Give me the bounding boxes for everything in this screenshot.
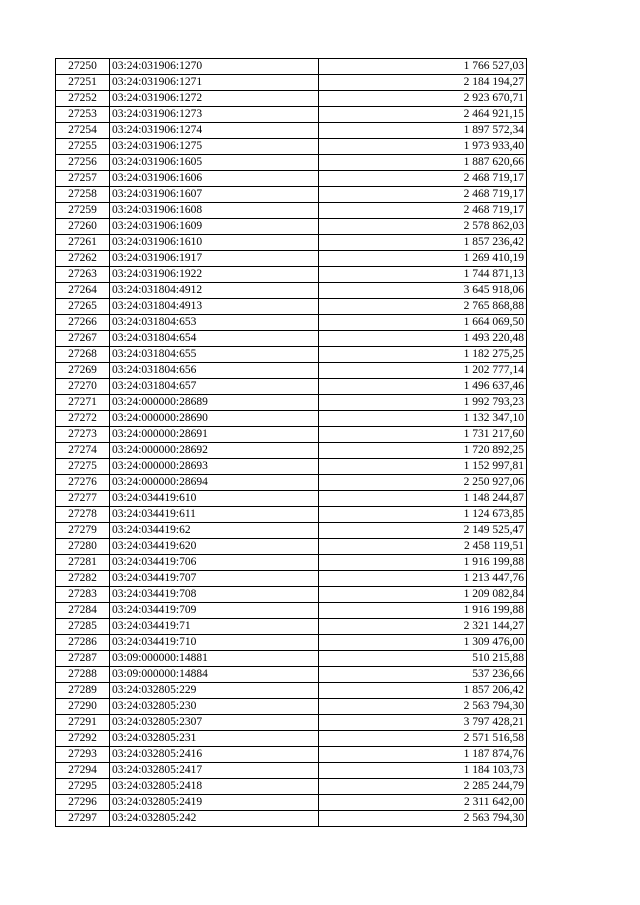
table-row (56, 555, 527, 571)
cadastral-number-cell: 03:24:031906:1272 (110, 91, 319, 107)
cadastral-value-cell: 1 731 217,60 (319, 427, 527, 443)
row-number-cell: 27265 (56, 299, 110, 315)
cadastral-value-cell: 1 269 410,19 (319, 251, 527, 267)
row-number-cell: 27277 (56, 491, 110, 507)
cadastral-value-cell: 1 184 103,73 (319, 763, 527, 779)
cadastral-number-cell: 03:24:031906:1270 (110, 59, 319, 75)
cadastral-number-cell: 03:24:032805:2419 (110, 795, 319, 811)
table-row (56, 283, 527, 299)
table-row (56, 475, 527, 491)
row-number-cell: 27259 (56, 203, 110, 219)
cadastral-number-cell: 03:24:032805:2307 (110, 715, 319, 731)
cadastral-value-cell: 2 464 921,15 (319, 107, 527, 123)
cadastral-number-cell: 03:24:031804:655 (110, 347, 319, 363)
table-row (56, 507, 527, 523)
cadastral-value-cell: 3 797 428,21 (319, 715, 527, 731)
cadastral-value-cell: 2 563 794,30 (319, 699, 527, 715)
cadastral-value-cell: 2 321 144,27 (319, 619, 527, 635)
cadastral-number-cell: 03:24:031906:1274 (110, 123, 319, 139)
cadastral-number-cell: 03:24:031906:1275 (110, 139, 319, 155)
cadastral-value-cell: 1 493 220,48 (319, 331, 527, 347)
cadastral-number-cell: 03:24:031906:1922 (110, 267, 319, 283)
row-number-cell: 27256 (56, 155, 110, 171)
cadastral-value-cell: 2 468 719,17 (319, 203, 527, 219)
table-row (56, 171, 527, 187)
table-row (56, 811, 527, 827)
row-number-cell: 27252 (56, 91, 110, 107)
cadastral-number-cell: 03:24:034419:620 (110, 539, 319, 555)
table-row (56, 363, 527, 379)
row-number-cell: 27293 (56, 747, 110, 763)
cadastral-value-cell: 2 571 516,58 (319, 731, 527, 747)
row-number-cell: 27266 (56, 315, 110, 331)
table-row (56, 443, 527, 459)
table-row (56, 779, 527, 795)
row-number-cell: 27280 (56, 539, 110, 555)
row-number-cell: 27251 (56, 75, 110, 91)
cadastral-value-cell: 2 184 194,27 (319, 75, 527, 91)
cadastral-value-cell: 3 645 918,06 (319, 283, 527, 299)
cadastral-number-cell: 03:24:034419:706 (110, 555, 319, 571)
row-number-cell: 27292 (56, 731, 110, 747)
table-row (56, 459, 527, 475)
row-number-cell: 27257 (56, 171, 110, 187)
row-number-cell: 27289 (56, 683, 110, 699)
cadastral-number-cell: 03:24:000000:28692 (110, 443, 319, 459)
table-row (56, 267, 527, 283)
row-number-cell: 27279 (56, 523, 110, 539)
row-number-cell: 27285 (56, 619, 110, 635)
cadastral-value-cell: 2 285 244,79 (319, 779, 527, 795)
table-row (56, 731, 527, 747)
table-row (56, 619, 527, 635)
cadastral-number-cell: 03:24:034419:710 (110, 635, 319, 651)
row-number-cell: 27282 (56, 571, 110, 587)
row-number-cell: 27270 (56, 379, 110, 395)
row-number-cell: 27287 (56, 651, 110, 667)
cadastral-number-cell: 03:24:031906:1609 (110, 219, 319, 235)
cadastral-value-cell: 1 766 527,03 (319, 59, 527, 75)
table-row (56, 315, 527, 331)
row-number-cell: 27288 (56, 667, 110, 683)
row-number-cell: 27278 (56, 507, 110, 523)
cadastral-number-cell: 03:24:034419:62 (110, 523, 319, 539)
cadastral-number-cell: 03:24:034419:611 (110, 507, 319, 523)
table-row (56, 203, 527, 219)
row-number-cell: 27260 (56, 219, 110, 235)
table-row (56, 571, 527, 587)
cadastral-value-cell: 1 124 673,85 (319, 507, 527, 523)
cadastral-number-cell: 03:24:032805:230 (110, 699, 319, 715)
row-number-cell: 27296 (56, 795, 110, 811)
cadastral-number-cell: 03:24:032805:231 (110, 731, 319, 747)
table-row (56, 347, 527, 363)
cadastral-number-cell: 03:24:031804:654 (110, 331, 319, 347)
row-number-cell: 27294 (56, 763, 110, 779)
table-row (56, 651, 527, 667)
table-row (56, 539, 527, 555)
row-number-cell: 27268 (56, 347, 110, 363)
row-number-cell: 27263 (56, 267, 110, 283)
cadastral-value-cell: 1 857 206,42 (319, 683, 527, 699)
cadastral-number-cell: 03:24:000000:28690 (110, 411, 319, 427)
table-row (56, 59, 527, 75)
cadastral-number-cell: 03:24:031906:1608 (110, 203, 319, 219)
row-number-cell: 27261 (56, 235, 110, 251)
cadastral-value-cell: 2 250 927,06 (319, 475, 527, 491)
row-number-cell: 27281 (56, 555, 110, 571)
cadastral-value-cell: 2 468 719,17 (319, 187, 527, 203)
cadastral-number-cell: 03:24:031906:1271 (110, 75, 319, 91)
table-row (56, 603, 527, 619)
table-row (56, 299, 527, 315)
row-number-cell: 27269 (56, 363, 110, 379)
cadastral-number-cell: 03:24:034419:610 (110, 491, 319, 507)
cadastral-value-cell: 2 458 119,51 (319, 539, 527, 555)
row-number-cell: 27254 (56, 123, 110, 139)
cadastral-number-cell: 03:24:032805:2416 (110, 747, 319, 763)
cadastral-number-cell: 03:24:032805:229 (110, 683, 319, 699)
cadastral-value-cell: 537 236,66 (319, 667, 527, 683)
cadastral-number-cell: 03:24:000000:28694 (110, 475, 319, 491)
cadastral-value-cell: 1 496 637,46 (319, 379, 527, 395)
cadastral-number-cell: 03:24:034419:709 (110, 603, 319, 619)
row-number-cell: 27284 (56, 603, 110, 619)
cadastral-number-cell: 03:24:031804:653 (110, 315, 319, 331)
table-row (56, 411, 527, 427)
table-row (56, 331, 527, 347)
table-row (56, 107, 527, 123)
cadastral-value-cell: 1 309 476,00 (319, 635, 527, 651)
row-number-cell: 27295 (56, 779, 110, 795)
cadastral-value-cell: 2 765 868,88 (319, 299, 527, 315)
cadastral-value-cell: 2 149 525,47 (319, 523, 527, 539)
row-number-cell: 27274 (56, 443, 110, 459)
cadastral-value-cell: 2 563 794,30 (319, 811, 527, 827)
row-number-cell: 27286 (56, 635, 110, 651)
cadastral-number-cell: 03:24:031906:1607 (110, 187, 319, 203)
row-number-cell: 27258 (56, 187, 110, 203)
table-row (56, 491, 527, 507)
row-number-cell: 27291 (56, 715, 110, 731)
table-row (56, 699, 527, 715)
cadastral-number-cell: 03:09:000000:14881 (110, 651, 319, 667)
table-row (56, 667, 527, 683)
row-number-cell: 27290 (56, 699, 110, 715)
cadastral-value-cell: 1 152 997,81 (319, 459, 527, 475)
table-row (56, 395, 527, 411)
table-row (56, 379, 527, 395)
cadastral-number-cell: 03:24:000000:28691 (110, 427, 319, 443)
cadastral-value-cell: 510 215,88 (319, 651, 527, 667)
cadastral-number-cell: 03:24:031906:1605 (110, 155, 319, 171)
row-number-cell: 27297 (56, 811, 110, 827)
cadastral-number-cell: 03:24:031804:4913 (110, 299, 319, 315)
table-row (56, 251, 527, 267)
row-number-cell: 27264 (56, 283, 110, 299)
table-row (56, 187, 527, 203)
row-number-cell: 27253 (56, 107, 110, 123)
cadastral-value-cell: 1 744 871,13 (319, 267, 527, 283)
cadastral-value-cell: 1 213 447,76 (319, 571, 527, 587)
cadastral-value-cell: 1 202 777,14 (319, 363, 527, 379)
cadastral-value-cell: 1 720 892,25 (319, 443, 527, 459)
row-number-cell: 27276 (56, 475, 110, 491)
row-number-cell: 27273 (56, 427, 110, 443)
row-number-cell: 27275 (56, 459, 110, 475)
cadastral-value-cell: 1 973 933,40 (319, 139, 527, 155)
cadastral-number-cell: 03:24:031804:656 (110, 363, 319, 379)
cadastral-value-cell: 1 148 244,87 (319, 491, 527, 507)
cadastral-number-cell: 03:24:031804:657 (110, 379, 319, 395)
cadastral-value-cell: 1 897 572,34 (319, 123, 527, 139)
cadastral-value-cell: 1 916 199,88 (319, 603, 527, 619)
cadastral-number-cell: 03:24:000000:28689 (110, 395, 319, 411)
cadastral-number-cell: 03:24:034419:71 (110, 619, 319, 635)
table-row (56, 75, 527, 91)
cadastral-number-cell: 03:24:031804:4912 (110, 283, 319, 299)
cadastral-value-cell: 1 187 874,76 (319, 747, 527, 763)
cadastral-value-cell: 1 182 275,25 (319, 347, 527, 363)
cadastral-number-cell: 03:24:034419:707 (110, 571, 319, 587)
row-number-cell: 27272 (56, 411, 110, 427)
cadastral-number-cell: 03:24:032805:242 (110, 811, 319, 827)
table-row (56, 91, 527, 107)
cadastral-value-cell: 1 916 199,88 (319, 555, 527, 571)
cadastral-value-cell: 2 468 719,17 (319, 171, 527, 187)
cadastral-value-table (55, 58, 527, 827)
table-row (56, 795, 527, 811)
cadastral-value-cell: 1 992 793,23 (319, 395, 527, 411)
cadastral-value-cell: 1 209 082,84 (319, 587, 527, 603)
cadastral-number-cell: 03:24:031906:1606 (110, 171, 319, 187)
cadastral-number-cell: 03:24:000000:28693 (110, 459, 319, 475)
row-number-cell: 27255 (56, 139, 110, 155)
cadastral-number-cell: 03:09:000000:14884 (110, 667, 319, 683)
table-row (56, 683, 527, 699)
row-number-cell: 27250 (56, 59, 110, 75)
cadastral-number-cell: 03:24:031906:1917 (110, 251, 319, 267)
row-number-cell: 27267 (56, 331, 110, 347)
cadastral-value-cell: 1 887 620,66 (319, 155, 527, 171)
table-row (56, 587, 527, 603)
cadastral-value-cell: 1 857 236,42 (319, 235, 527, 251)
table-row (56, 123, 527, 139)
cadastral-number-cell: 03:24:032805:2418 (110, 779, 319, 795)
cadastral-value-cell: 2 311 642,00 (319, 795, 527, 811)
cadastral-value-cell: 2 923 670,71 (319, 91, 527, 107)
row-number-cell: 27283 (56, 587, 110, 603)
row-number-cell: 27262 (56, 251, 110, 267)
table-row (56, 715, 527, 731)
cadastral-number-cell: 03:24:034419:708 (110, 587, 319, 603)
cadastral-number-cell: 03:24:031906:1610 (110, 235, 319, 251)
table-row (56, 235, 527, 251)
cadastral-value-cell: 1 664 069,50 (319, 315, 527, 331)
cadastral-value-cell: 2 578 862,03 (319, 219, 527, 235)
cadastral-value-cell: 1 132 347,10 (319, 411, 527, 427)
table-row (56, 427, 527, 443)
table-row (56, 523, 527, 539)
table-row (56, 747, 527, 763)
table-row (56, 763, 527, 779)
cadastral-number-cell: 03:24:031906:1273 (110, 107, 319, 123)
cadastral-number-cell: 03:24:032805:2417 (110, 763, 319, 779)
table-row (56, 139, 527, 155)
table-body (56, 59, 527, 827)
table-row (56, 155, 527, 171)
table-row (56, 219, 527, 235)
row-number-cell: 27271 (56, 395, 110, 411)
table-row (56, 635, 527, 651)
